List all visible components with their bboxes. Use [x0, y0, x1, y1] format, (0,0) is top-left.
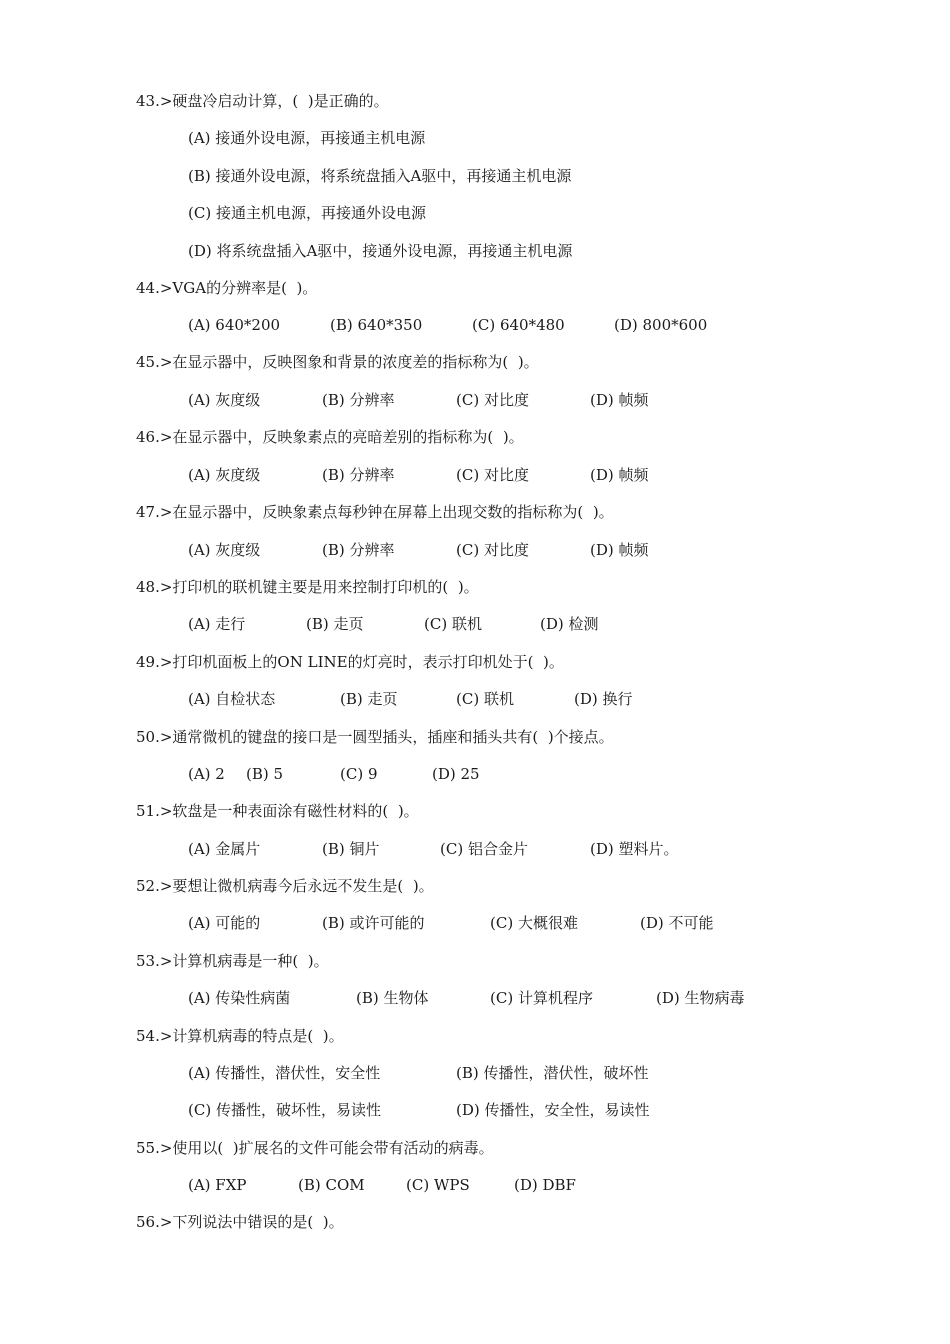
question-55-stem: 55.>使用以( )扩展名的文件可能会带有活动的病毒。: [136, 1139, 494, 1157]
question-46-option-a: (A) 灰度级: [188, 466, 261, 484]
question-45-option-b: (B) 分辨率: [322, 391, 395, 409]
question-49-option-d: (D) 换行: [574, 690, 633, 708]
question-50-option-d: (D) 25: [432, 765, 480, 783]
question-45-option-a: (A) 灰度级: [188, 391, 261, 409]
question-44-option-d: (D) 800*600: [614, 316, 708, 334]
question-43-option-a: (A) 接通外设电源，再接通主机电源: [188, 129, 426, 147]
question-44-stem: 44.>VGA的分辨率是( )。: [136, 279, 318, 297]
question-54-option-b: (B) 传播性，潜伏性，破坏性: [456, 1064, 649, 1082]
question-55-option-d: (D) DBF: [514, 1176, 576, 1194]
question-50-option-b: (B) 5: [246, 765, 284, 783]
question-47-option-d: (D) 帧频: [590, 541, 649, 559]
question-55-option-b: (B) COM: [298, 1176, 365, 1194]
question-52-option-c: (C) 大概很难: [490, 914, 578, 932]
question-47-option-a: (A) 灰度级: [188, 541, 261, 559]
question-47-option-c: (C) 对比度: [456, 541, 529, 559]
question-48-option-d: (D) 检测: [540, 615, 599, 633]
question-51-option-a: (A) 金属片: [188, 840, 261, 858]
question-46-stem: 46.>在显示器中，反映象素点的亮暗差别的指标称为( )。: [136, 428, 524, 446]
question-43-option-d: (D) 将系统盘插入A驱中，接通外设电源，再接通主机电源: [188, 242, 573, 260]
question-44-option-c: (C) 640*480: [472, 316, 565, 334]
question-51-option-b: (B) 铜片: [322, 840, 380, 858]
question-56-stem: 56.>下列说法中错误的是( )。: [136, 1213, 344, 1231]
question-48-option-c: (C) 联机: [424, 615, 482, 633]
question-54-option-a: (A) 传播性，潜伏性，安全性: [188, 1064, 381, 1082]
question-54-stem: 54.>计算机病毒的特点是( )。: [136, 1027, 344, 1045]
question-46-option-b: (B) 分辨率: [322, 466, 395, 484]
question-52-option-d: (D) 不可能: [640, 914, 714, 932]
question-53-option-c: (C) 计算机程序: [490, 989, 593, 1007]
question-49-stem: 49.>打印机面板上的ON LINE的灯亮时，表示打印机处于( )。: [136, 653, 564, 671]
question-47-option-b: (B) 分辨率: [322, 541, 395, 559]
question-43-option-b: (B) 接通外设电源，将系统盘插入A驱中，再接通主机电源: [188, 167, 572, 185]
question-53-option-b: (B) 生物体: [356, 989, 429, 1007]
question-47-stem: 47.>在显示器中，反映象素点每秒钟在屏幕上出现交数的指标称为( )。: [136, 503, 614, 521]
question-44-option-a: (A) 640*200: [188, 316, 281, 334]
question-49-option-a: (A) 自检状态: [188, 690, 276, 708]
question-54-option-c: (C) 传播性，破坏性，易读性: [188, 1101, 381, 1119]
question-43-stem: 43.>硬盘冷启动计算，( )是正确的。: [136, 92, 389, 110]
question-46-option-c: (C) 对比度: [456, 466, 529, 484]
question-50-option-a: (A) 2: [188, 765, 225, 783]
question-51-stem: 51.>软盘是一种表面涂有磁性材料的( )。: [136, 802, 419, 820]
question-45-option-c: (C) 对比度: [456, 391, 529, 409]
question-55-option-c: (C) WPS: [406, 1176, 470, 1194]
question-51-option-c: (C) 铝合金片: [440, 840, 528, 858]
question-48-option-b: (B) 走页: [306, 615, 364, 633]
question-43-option-c: (C) 接通主机电源，再接通外设电源: [188, 204, 426, 222]
question-55-option-a: (A) FXP: [188, 1176, 247, 1194]
question-45-stem: 45.>在显示器中，反映图象和背景的浓度差的指标称为( )。: [136, 353, 539, 371]
question-52-stem: 52.>要想让微机病毒今后永远不发生是( )。: [136, 877, 434, 895]
question-53-stem: 53.>计算机病毒是一种( )。: [136, 952, 329, 970]
question-52-option-b: (B) 或许可能的: [322, 914, 425, 932]
question-48-stem: 48.>打印机的联机键主要是用来控制打印机的( )。: [136, 578, 479, 596]
question-53-option-a: (A) 传染性病菌: [188, 989, 291, 1007]
question-44-option-b: (B) 640*350: [330, 316, 423, 334]
question-48-option-a: (A) 走行: [188, 615, 246, 633]
question-52-option-a: (A) 可能的: [188, 914, 261, 932]
question-50-option-c: (C) 9: [340, 765, 378, 783]
question-46-option-d: (D) 帧频: [590, 466, 649, 484]
question-50-stem: 50.>通常微机的键盘的接口是一圆型插头，插座和插头共有( )个接点。: [136, 728, 614, 746]
question-45-option-d: (D) 帧频: [590, 391, 649, 409]
question-53-option-d: (D) 生物病毒: [656, 989, 745, 1007]
question-49-option-b: (B) 走页: [340, 690, 398, 708]
question-51-option-d: (D) 塑料片。: [590, 840, 679, 858]
question-54-option-d: (D) 传播性，安全性，易读性: [456, 1101, 650, 1119]
question-49-option-c: (C) 联机: [456, 690, 514, 708]
